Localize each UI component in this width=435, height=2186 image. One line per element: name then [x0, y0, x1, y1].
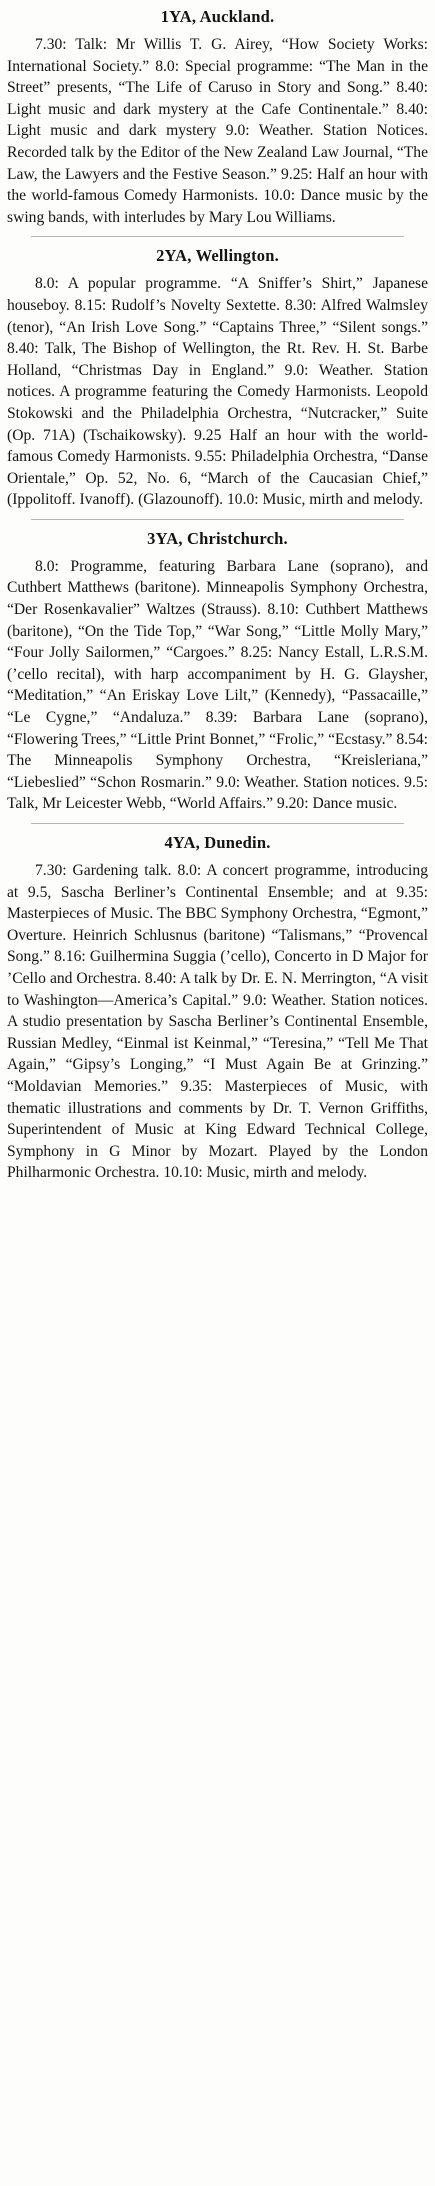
station-1ya-auckland	[7, 6, 428, 228]
station-programme-text: 8.0: A popular programme. “A Sniffer’s Shirt,” Japanese houseboy. 8.15: Rudolf’s Novelty Sextette. 8.30: Alfred Walmsley (tenor), “An Irish Love Song.” “Captains Three,” “Silent songs.” 8.40: Talk, The Bishop of Wellington, the Rt. Rev. H. St. Barbe Holland, “Christmas Day in England.” 9.0: Weather. Station notices. A programme featuring the Comedy Harmonists. Leopold Stokowski and the Philadelphia Orchestra, “Nutcracker,” Suite (Op. 71A) (Tschaikowsky). 9.25 Half an hour with the world-famous Comedy Harmonists. 9.55: Philadelphia Orchestra, “Danse Orientale,” Op. 52, No. 6, “March of the Caucasian Chief,” (Ippolitoff. Ivanoff). (Glazounoff). 10.0: Music, mirth and melody.	[7, 275, 428, 509]
station-3ya-christchurch	[7, 528, 428, 815]
station-programme-text: 7.30: Gardening talk. 8.0: A concert programme, introducing at 9.5, Sascha Berliner’s Continental Ensemble; and at 9.35: Masterpieces of Music. The BBC Symphony Orchestra, “Egmont,” Overture. Heinrich Schlusnus (baritone) “Talismans,” “Provencal Song.” 8.16: Guilhermina Suggia (’cello), Concerto in D Major for ’Cello and Orchestra. 8.40: A talk by Dr. E. N. Merrington, “A visit to Washington—America’s Capital.” 9.0: Weather. Station notices. A studio presentation by Sascha Berliner’s Continental Ensemble, Russian Medley, “Einmal ist Keinmal,” “Teresina,” “Tell Me That Again,” “Gipsy’s Longing,” “I Must Again Be at Grinzing.” “Moldavian Memories.” 9.35: Masterpieces of Music, with thematic illustrations and comments by Dr. T. Vernon Griffiths, Superintendent of Music at King Edward Technical College, Symphony in G Minor by Mozart. Played by the London Philharmonic Orchestra. 10.10: Music, mirth and melody.	[7, 862, 428, 1182]
section-divider	[31, 519, 404, 520]
station-programme-text: 7.30: Talk: Mr Willis T. G. Airey, “How Society Works: International Society.” 8.0: Special programme: “The Man in the Street” presents, “The Life of Caruso in Story and Song.” 8.40: Light music and dark mystery at the Cafe Continentale.” 8.40: Light music and dark mystery 9.0: Weather. Station Notices. Recorded talk by the Editor of the New Zealand Law Journal, “The Law, the Lawyers and the Festive Season.” 9.25: Half an hour with the world-famous Comedy Harmonists. 10.0: Dance music by the swing bands, with interludes by Mary Lou Williams.	[7, 36, 428, 226]
station-heading: 2YA, Wellington.	[156, 246, 279, 266]
station-2ya-wellington	[7, 245, 428, 511]
station-heading: 3YA, Christchurch.	[147, 528, 288, 548]
section-divider	[31, 236, 404, 237]
station-heading: 4YA, Dunedin.	[164, 833, 271, 852]
station-programme-text: 8.0: Programme, featuring Barbara Lane (soprano), and Cuthbert Matthews (baritone). Minneapolis Symphony Orchestra, “Der Rosenkavalier” Waltzes (Strauss). 8.10: Cuthbert Matthews (baritone), “On the Tide Top,” “War Song,” “Little Molly Mary,” “Four Jolly Sailormen,” “Cargoes.” 8.25: Nancy Estall, L.R.S.M. (’cello recital), with harp accompaniment by H. G. Glaysher, “Meditation,” “An Eriskay Love Lilt,” (Kennedy), “Passacaille,” “Le Cygne,” “Andaluza.” 8.39: Barbara Lane (soprano), “Flowering Trees,” “Little Print Bonnet,” “Frolic,” “Ecstasy.” 8.54: The Minneapolis Symphony Orchestra, “Kreisleriana,” “Liebeslied” “Schon Rosmarin.” 9.0: Weather. Station notices. 9.5: Talk, Mr Leicester Webb, “World Affairs.” 9.20: Dance music.	[7, 557, 428, 813]
section-divider	[31, 823, 404, 824]
station-heading: 1YA, Auckland.	[160, 7, 275, 26]
station-4ya-dunedin	[7, 832, 428, 1184]
